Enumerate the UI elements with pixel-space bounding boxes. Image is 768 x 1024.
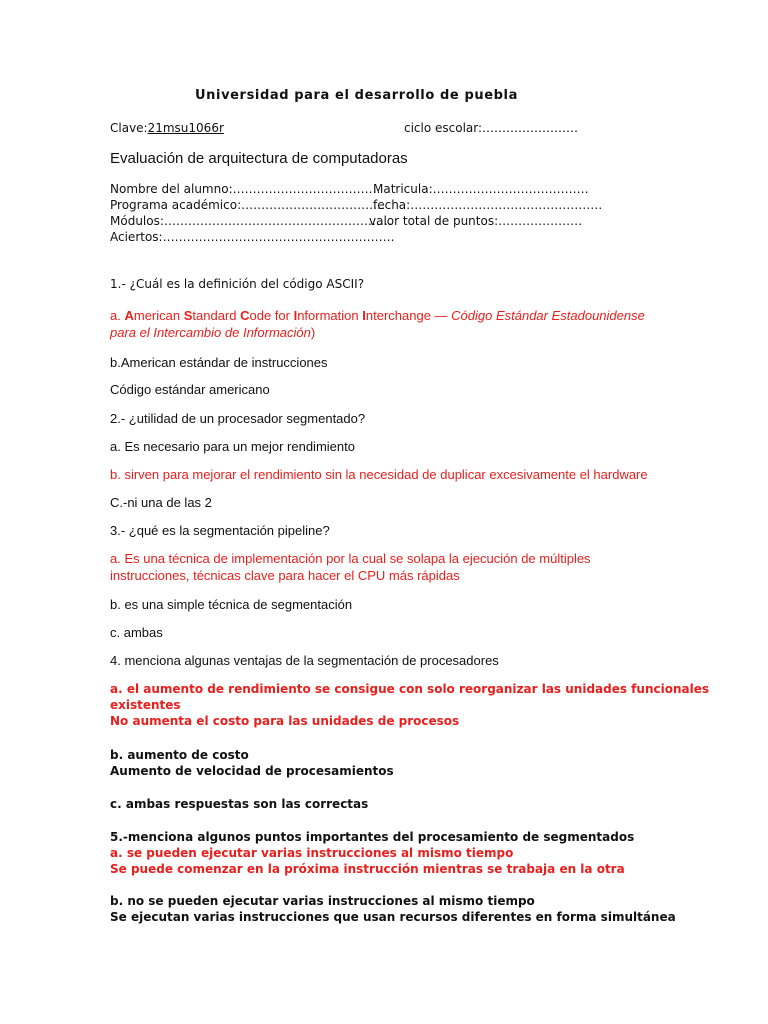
q5-answer-a-line2: Se puede comenzar en la próxima instrucción mientras se trabaja en la otra: [110, 862, 625, 876]
q5-question: 5.-menciona algunos puntos importantes del procesamiento de segmentados: [110, 830, 635, 844]
field-aciertos: Aciertos:………………………………………………….: [110, 230, 395, 244]
clave-value: 21msu1066r: [147, 121, 224, 135]
subject-title: Evaluación de arquitectura de computadoras: [110, 150, 408, 167]
q1-option-c: Código estándar americano: [110, 382, 270, 397]
q1-answer-a-line1: a. American Standard Code for Information Interchange — Código Estándar Estadounidense: [110, 308, 645, 323]
q4-question: 4. menciona algunas ventajas de la segmentación de procesadores: [110, 653, 499, 668]
field-matricula: Matricula:…………………………………: [373, 182, 589, 196]
q4-option-b-line2: Aumento de velocidad de procesamientos: [110, 764, 394, 778]
q1-question: 1.- ¿Cuál es la definición del código ASCII?: [110, 277, 365, 291]
q4-answer-a-line2: existentes: [110, 698, 181, 712]
q3-answer-a-line2: instrucciones, técnicas clave para hacer el CPU más rápidas: [110, 568, 460, 583]
q5-option-b-line2: Se ejecutan varias instrucciones que usan recursos diferentes en forma simultánea: [110, 910, 676, 924]
field-fecha: fecha:…………………………………………: [373, 198, 603, 212]
q4-answer-a-line1: a. el aumento de rendimiento se consigue con solo reorganizar las unidades funcionales: [110, 682, 709, 696]
q3-option-c: c. ambas: [110, 625, 163, 640]
q2-answer-b: b. sirven para mejorar el rendimiento sin la necesidad de duplicar excesivamente el hardware: [110, 467, 648, 482]
page-title: Universidad para el desarrollo de puebla: [195, 88, 518, 103]
q4-option-b-line1: b. aumento de costo: [110, 748, 249, 762]
ciclo-escolar: ciclo escolar:……………………: [404, 121, 579, 135]
clave-label: Clave:: [110, 121, 148, 135]
field-nombre: Nombre del alumno:……………………………….: [110, 182, 381, 196]
q4-option-c: c. ambas respuestas son las correctas: [110, 797, 369, 811]
q1-option-b: b.American estándar de instrucciones: [110, 355, 328, 370]
q3-answer-a-line1: a. Es una técnica de implementación por la cual se solapa la ejecución de múltiples: [110, 551, 591, 566]
q2-option-a: a. Es necesario para un mejor rendimiento: [110, 439, 355, 454]
q3-option-b: b. es una simple técnica de segmentación: [110, 597, 353, 612]
q1-answer-a-line2: para el Intercambio de Información): [110, 325, 316, 340]
q2-question: 2.- ¿utilidad de un procesador segmentado?: [110, 411, 366, 426]
q5-option-b-line1: b. no se pueden ejecutar varias instrucciones al mismo tiempo: [110, 894, 535, 908]
field-valor: valor total de puntos:…………………: [369, 214, 583, 228]
clave-line: [110, 121, 224, 135]
q5-answer-a-line1: a. se pueden ejecutar varias instrucciones al mismo tiempo: [110, 846, 514, 860]
q4-answer-a-line3: No aumenta el costo para las unidades de procesos: [110, 714, 460, 728]
q2-option-c: C.-ni una de las 2: [110, 495, 212, 510]
field-programa: Programa académico:………………………………: [110, 198, 386, 212]
field-modulos: Módulos:…………………………………………………: [110, 214, 392, 228]
q3-question: 3.- ¿qué es la segmentación pipeline?: [110, 523, 330, 538]
